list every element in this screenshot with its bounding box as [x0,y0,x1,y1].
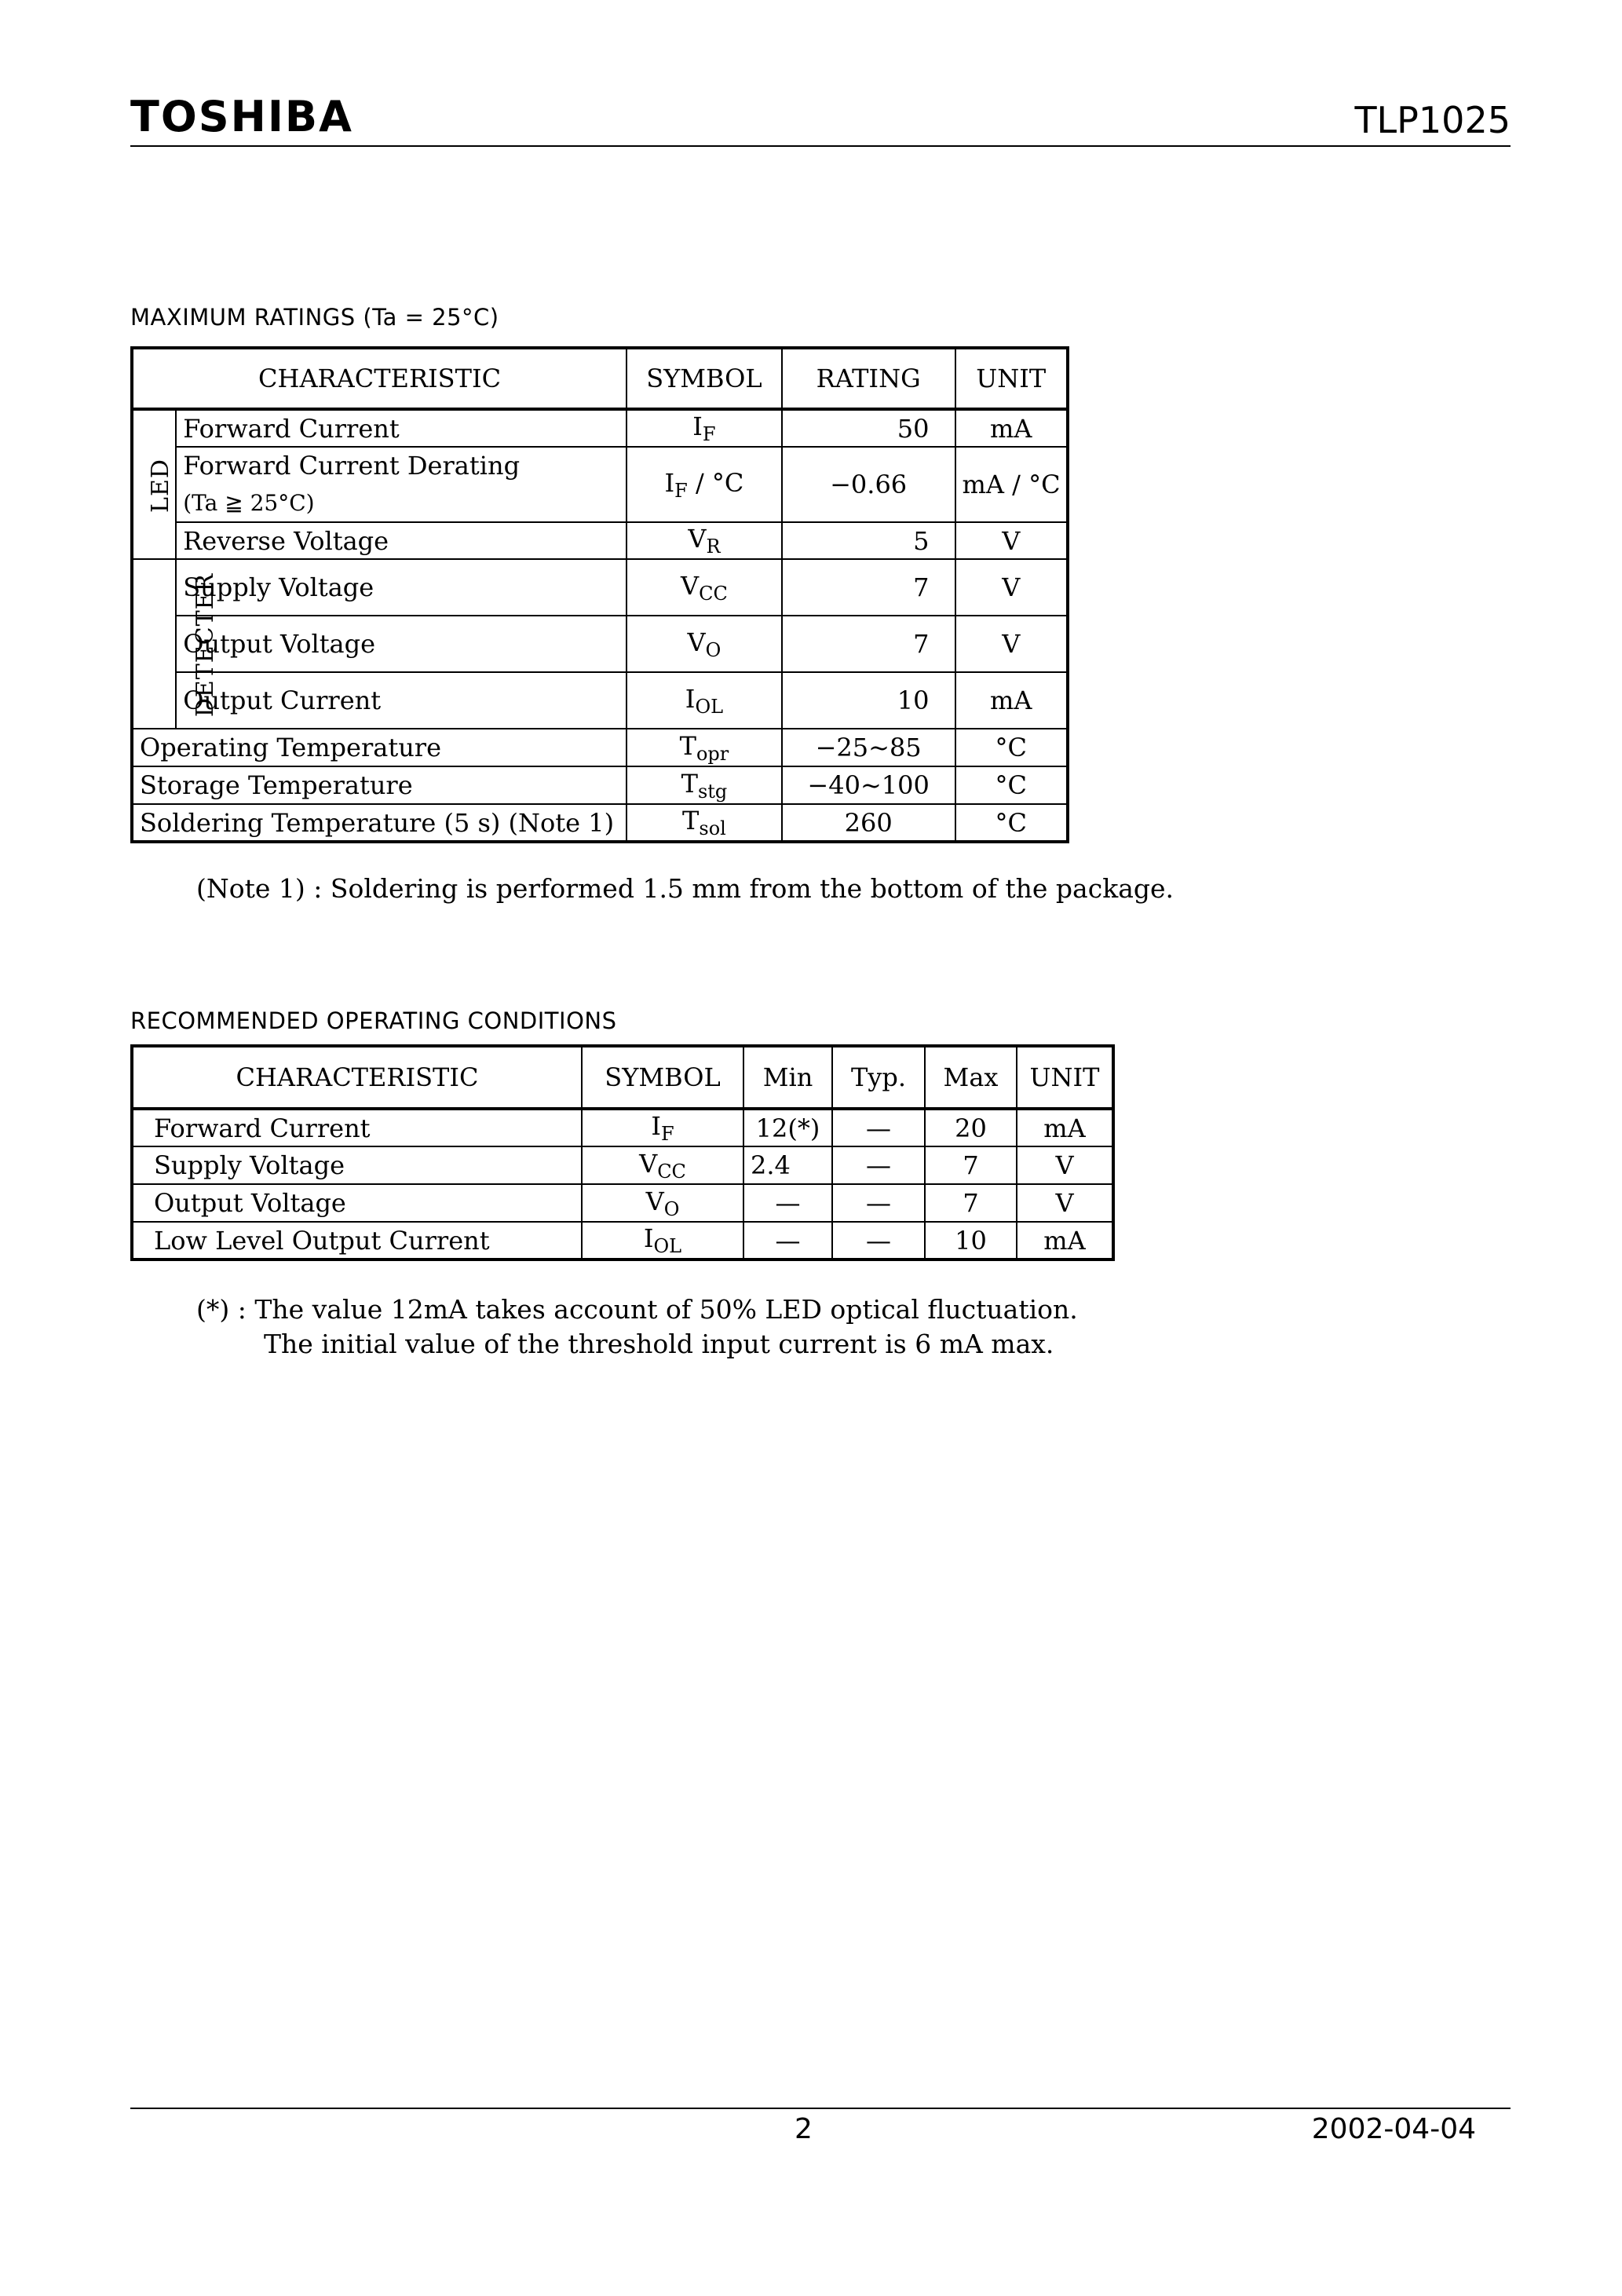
characteristic-cell: Reverse Voltage [176,522,627,559]
table-row [132,1184,1113,1222]
symbol-cell: $I_F / ^\circ C$ [627,447,782,522]
unit-cell: mA [955,409,1069,447]
part-number: TLP1025 [1354,99,1511,141]
max-ratings-title: MAXIMUM RATINGS (Ta = 25°C) [130,304,499,331]
characteristic-cell: Output Current [176,672,627,729]
min-cell: — [743,1184,832,1222]
max-cell: 20 [925,1109,1017,1146]
characteristic-cell: Storage Temperature [132,766,627,804]
unit-cell: mA [955,672,1069,729]
unit-cell: V [955,616,1069,672]
recommended-conditions-table [130,1044,1115,1261]
rating-cell: −25~85 [782,729,955,766]
header-unit: UNIT [955,348,1069,409]
max-cell: 10 [925,1222,1017,1260]
unit-cell: V [1017,1146,1113,1184]
table-row [132,409,1068,447]
table-header-row [132,348,1068,409]
characteristic-cell: Output Voltage [132,1184,582,1222]
recommended-conditions-title: RECOMMENDED OPERATING CONDITIONS [130,1007,617,1034]
header-min: Min [743,1046,832,1109]
typ-cell: — [832,1184,925,1222]
typ-cell: — [832,1146,925,1184]
unit-cell: V [955,522,1069,559]
rating-cell: 7 [782,616,955,672]
header-characteristic: CHARACTERISTIC [132,1046,582,1109]
symbol-cell: $I_{OL}$ [582,1222,743,1260]
rating-cell: 5 [782,522,955,559]
characteristic-cell: Supply Voltage [176,559,627,616]
table-row [132,766,1068,804]
characteristic-cell: Forward Current [176,409,627,447]
group-label-detecter: DETECTER [132,559,176,729]
header-unit: UNIT [1017,1046,1113,1109]
max-cell: 7 [925,1146,1017,1184]
symbol-cell: $V_{CC}$ [627,559,782,616]
rating-cell: −0.66 [782,447,955,522]
table-header-row [132,1046,1113,1109]
max-ratings-table [130,346,1069,843]
unit-cell: mA / °C [955,447,1069,522]
recommended-note-line-2: The initial value of the threshold input current is 6 mA max. [264,1329,1054,1359]
characteristic-cell: Supply Voltage [132,1146,582,1184]
document-date: 2002-04-04 [1311,2113,1476,2145]
table-row [132,522,1068,559]
header-typ: Typ. [832,1046,925,1109]
group-label-led: LED [132,409,176,559]
header-max: Max [925,1046,1017,1109]
characteristic-cell: Output Voltage [176,616,627,672]
table-row [132,1109,1113,1146]
symbol-cell: $T_{stg}$ [627,766,782,804]
table-row [132,1146,1113,1184]
table-row [132,804,1068,842]
table-row [132,559,1068,616]
symbol-cell: $V_{CC}$ [582,1146,743,1184]
table-row [132,729,1068,766]
header-symbol: SYMBOL [582,1046,743,1109]
typ-cell: — [832,1222,925,1260]
unit-cell: °C [955,804,1069,842]
min-cell: 2.4 [743,1146,832,1184]
characteristic-cell: Forward Current [132,1109,582,1146]
symbol-cell: $T_{opr}$ [627,729,782,766]
min-cell: — [743,1222,832,1260]
header-symbol: SYMBOL [627,348,782,409]
symbol-cell: $V_O$ [627,616,782,672]
max-ratings-note: (Note 1) : Soldering is performed 1.5 mm from the bottom of the package. [196,873,1174,904]
header-rule [130,145,1511,147]
unit-cell: °C [955,766,1069,804]
unit-cell: mA [1017,1222,1113,1260]
rating-cell: 7 [782,559,955,616]
header-characteristic: CHARACTERISTIC [132,348,627,409]
characteristic-cell: Forward Current Derating (Ta ≧ 25°C) [176,447,627,522]
characteristic-cell: Soldering Temperature (5 s) (Note 1) [132,804,627,842]
characteristic-cell: Low Level Output Current [132,1222,582,1260]
recommended-note-line-1: (*) : The value 12mA takes account of 50% LED optical fluctuation. [196,1294,1078,1325]
symbol-cell: $T_{sol}$ [627,804,782,842]
characteristic-cell: Operating Temperature [132,729,627,766]
table-row [132,616,1068,672]
table-row [132,672,1068,729]
footer-rule [130,2108,1511,2109]
unit-cell: V [955,559,1069,616]
typ-cell: — [832,1109,925,1146]
rating-cell: 260 [782,804,955,842]
symbol-cell: $I_{OL}$ [627,672,782,729]
table-row [132,447,1068,522]
header-rating: RATING [782,348,955,409]
page-number: 2 [795,2113,813,2145]
brand-logo: TOSHIBA [130,92,353,141]
rating-cell: −40~100 [782,766,955,804]
rating-cell: 50 [782,409,955,447]
unit-cell: °C [955,729,1069,766]
unit-cell: mA [1017,1109,1113,1146]
symbol-cell: $V_R$ [627,522,782,559]
symbol-cell: $I_F$ [627,409,782,447]
table-row [132,1222,1113,1260]
symbol-cell: $I_F$ [582,1109,743,1146]
unit-cell: V [1017,1184,1113,1222]
max-cell: 7 [925,1184,1017,1222]
rating-cell: 10 [782,672,955,729]
min-cell: 12(*) [743,1109,832,1146]
symbol-cell: $V_O$ [582,1184,743,1222]
